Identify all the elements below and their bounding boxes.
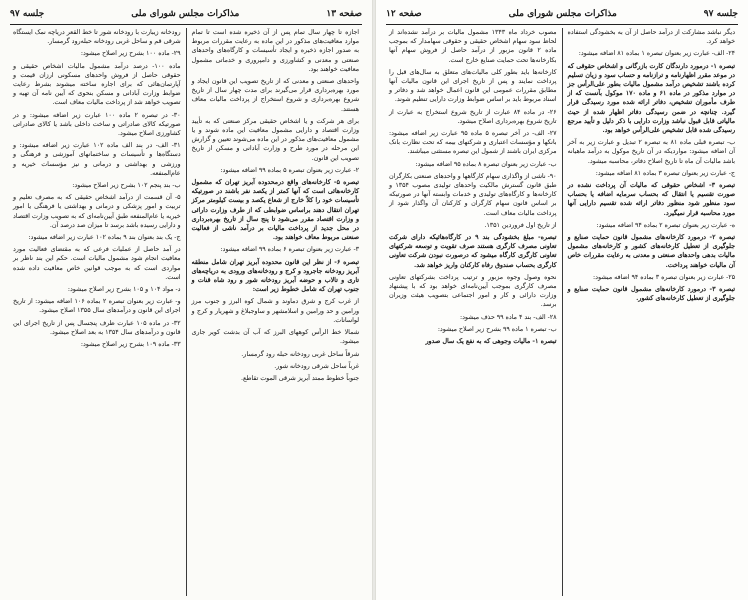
paragraph: ب- تبصره ۱ ماده ۹۹ بشرح زیر اصلاح میشود:: [437, 325, 557, 333]
paragraph: غرباً ساحل شرقی رودخانه شور.: [274, 362, 359, 370]
left-page-column-right: [187, 28, 365, 596]
paragraph: جنوباً خطوط ممتد آبریز شرقی الموت تقاطع.: [240, 374, 359, 382]
paragraph: د- مواد ۱۰۴ و ۱۰۵ بشرح زیر اصلاح میشود:: [67, 286, 181, 294]
column-divider: [186, 28, 187, 596]
paragraph: ۳- عبارت زیر بعنوان تبصره ۶ بماده ۹۹ اضافه میشود:: [220, 246, 359, 254]
paragraph: ۹۰- ناشی از واگذاری سهام کارگاهها و واحدهای صنعتی بکارگران طبق قانون گسترش مالکیت واحدهای تولیدی مصوب ۱۳۵۴ و کارخانه‌ها و کارگاه‌های تولیدی و خدمات وابسته آنها در صورتیکه بر اساس قانون سهام کارگران و کارکنان آن واگذار شود از پرداخت مالیات معاف است.: [389, 172, 557, 217]
note-paragraph: تبصره ۱- درمورد دارندگان کارت بازرگانی و اشخاص حقوقی که در موعد مقرر اظهارنامه و ترازنامه و حساب سود و زیان تسلیم کرده باشند تشخیص درآمد مشمول مالیات بطور علی‌الرأس جز در موارد مذکور در ماده ۶۱ و ماده ۱۷۰ موکول بآنست که از طرف مأموران تشخیص، دفاتر ارائه شده مورد رسیدگی قرار گیرد. چنانچه در ضمن رسیدگی دفاتر اظهار شده از حیث مالیاتی قابل قبول نباشد وزارت دارایی با ذکر دلیل و تأیید مرجع رسیدگی شده قابل تشخیص علی‌الرأس خواهد بود.: [567, 62, 736, 135]
note-paragraph: تبصره ۳- درمورد کارخانه‌های مشمول قانون حمایت صنایع و جلوگیری از تعطیل کارخانه‌های کشور.: [567, 286, 735, 303]
paragraph: ج- یک بند بعنوان بند ۹ بماده ۱۰۲ عبارت زیر اضافه میشود:: [28, 234, 181, 242]
paragraph: و- عبارت زیر بعنوان تبصره ۲ بماده ۱۰۶ اضافه میشود: از تاریخ اجرای این قانون و درآمدهای سال ۱۳۵۵ اصلاح میشود.: [13, 298, 181, 315]
paragraph: ج- عبارت زیر بعنوان تبصره ۳ بماده ۸۱ اضافه میشود:: [595, 169, 735, 177]
paragraph: ۲- عبارت زیر بعنوان تبصره ۵ بماده ۹۹ اضافه میشود:: [220, 166, 359, 174]
journal-title: مذاکرات مجلس شورای ملی: [508, 9, 617, 19]
right-page-column-right: [563, 28, 741, 596]
left-page-column-left: [8, 28, 186, 596]
paragraph: واحدهای صنعتی و معدنی که از تاریخ تصویب این قانون ایجاد و مورد بهره‌برداری قرار می‌گیرند برای مدت چهار سال از تاریخ شروع بهره‌برداری و شروع استخراج از پرداخت مالیات معاف هستند.: [191, 78, 359, 113]
paragraph: ماده ۱۰۰- درصد درآمد مشمول مالیات اشخاص حقیقی و حقوقی حاصل از فروش واحدهای مسکونی ارزان قیمت و آپارتمان‌هائی که برای اجاره ساخته میشوند بشرط رعایت ضوابط وزارت آبادانی و مسکن بنحوی که آیین نامه آن تهیه و تصویب خواهد شد از پرداخت مالیات معاف است.: [13, 62, 181, 107]
paragraph: ب- تبصره قبلی ماده ۸۱ به تبصره ۲ تبدیل و عبارت زیر به آخر آن اضافه میشود: مواردیکه در آن تاریخ موکول به درآمد ماهیانه باشد مالیات آن ماه تا تاریخ اصلاح دفاتر، محاسبه میشود.: [567, 139, 735, 165]
paragraph: ۲۴- الف- عبارت زیر بعنوان تبصره ۱ بماده ۸۱ اضافه میشود:: [578, 50, 735, 58]
paragraph: ۲۵- عبارت زیر بعنوان تبصره ۳ بماده ۹۴ اضافه میشود:: [593, 273, 735, 281]
paragraph: ۲۶- در ماده ۸۴ عبارت از تاریخ شروع استخراج به عبارت از تاریخ شروع بهره‌برداری اصلاح میشود.: [389, 108, 557, 125]
paragraph: مصوب خرداد ماه ۱۳۴۳ مشمول مالیات بر درآمد نشده‌اند از لحاظ سود سهام اشخاص حقیقی و حقوقی سهامدار که بموجب ماده ۲ قانون مزبور از درآمد حاصل از فروش سهام آنها بکارخانه‌ها تحت حمایت صنایع خارج است.: [389, 29, 557, 64]
left-page: [0, 0, 372, 600]
paragraph: در آمد حاصل از عملیات فرعی که به مقتضای فعالیت مورد معافیت انجام شود مشمول مالیات است. حکم این بند ناظر بر مواردی است که به موجب قوانین خاص معافیت داده شده است.: [13, 246, 181, 281]
note-paragraph: تبصره ۳- اشخاص حقوقی که مالیات آن پرداخت نشده در صورت تقسیم یا انتقال که بحساب سرمایه اضافه یا بحساب سود منظور شود منظور دفاتر ارائه شده تقسیم دارایی آنها مورد محاسبه قرار نمیگیرد.: [567, 182, 735, 217]
paragraph: شرقاً ساحل غربی رودخانه حبله رود گرمسار.: [241, 350, 359, 358]
note-paragraph: تبصره ۱- مالیات وجوهی که به نفع یک سال صدور: [425, 338, 557, 346]
paragraph: ۳۲- در ماده ۱۰۵ عبارت ظرف پنجسال پس از تاریخ اجرای این قانون و درآمد‌های سال ۱۳۵۴ به بعد اصلاح میشود.: [13, 319, 181, 336]
paragraph: اجازه تا چهار سال تمام پس از آن ذخیره شده است تا تمام موارد معافیت‌های مذکور در این ماده به رعایت مقررات مربوط به صدور اجازه ذخیره و ایجاد تأسیسات و کارگاه‌های واحدهای صنعتی و معدنی و کشاورزی و دامپروری و خدماتی مشمول معافیت خواهند بود.: [191, 29, 359, 73]
paragraph: ب- بند پنجم ۱۰۲ بشرح زیر اصلاح میشود:: [72, 182, 181, 190]
note-paragraph: تبصره ۲- درمورد کارخانه‌های مشمول قانون حمایت صنایع و جلوگیری از تعطیل کارخانه‌های کشور و کارخانه‌های مشمول مالیات بدهی واحدهای صنعتی و معدنی به رعایت مقررات خاص آن مالیات خواهند پرداخت.: [567, 234, 735, 269]
paragraph: ۲۷- الف- در آخر تبصره ۵ ماده ۹۵ عبارت زیر اضافه میشود: بانکها و مؤسسات اعتباری و شرکتهای بیمه که تحت نظارت بانک مرکزی ایران باشند از شمول این تبصره مستثنی میباشند.: [389, 130, 557, 156]
journal-title: مذاکرات مجلس شورای ملی: [131, 9, 240, 19]
paragraph: ۳۰- در تبصره ۲ ماده ۱۰۰ عبارت زیر اضافه میشود: و در صورتیکه کالای صادراتی و ساخت داخلی باشد یا کالای صادراتی کشاورزی اصلاح میشود.: [13, 111, 181, 138]
paragraph: ه- عبارت زیر بعنوان تبصره ۲ بماده ۹۴ اضافه میشود:: [596, 221, 735, 229]
paragraph: دیگر نباشد مشارکت از درآمد حاصل از آن به بخشودگی استفاده خواهد کرد.: [567, 29, 735, 46]
right-page-columns: [384, 28, 740, 596]
paragraph: از تاریخ اول فروردین ۱۳۵۱.: [484, 221, 557, 229]
note-paragraph: تبصره ۵- کارخانه‌های واقع درمحدوده آبریز تهران که مشمول کارخانه‌هائی است که آنها کمتر از یکصد نفر باشند در صورتیکه تأسیسات خود را کلاً خارج از شعاع یکصد و بیست کیلومتر مرکز تهران انتقال دهند براساس ضوابطی که از طرف وزارت دارائی و وزارت اقتصاد مقرر می‌شود تا پنج سال از تاریخ بهره‌برداری در محل جدید از پرداخت مالیات بر درآمد ناشی از فعالیت صنعتی مربوط معاف خواهند بود.: [191, 179, 359, 242]
note-paragraph: تبصره ۶- از نظر این قانون محدوده آبریز تهران شامل منطقه آبریز رودخانه جاجرود و کرج و رودخانه‌های ورودی به دریاچه‌های تاری و تالاب و حوضه آبریز رودخانه شور و رود شاه قنات و جنوب تهران که شامل خطوط زیر است:: [191, 258, 359, 294]
paragraph: نحوه وصول وجوه مزبور و ترتیب پرداخت بشرکتهای تعاونی مصرف کارگری بموجب آیین‌نامه‌ای خواهد بود که با پیشنهاد وزارت دارائی و کار و امور اجتماعی بتصویب هیئت وزیران برسد.: [389, 273, 557, 309]
left-page-columns: [8, 28, 364, 596]
paragraph: شمالا خط الرأس کوههای البرز که آب آن بدشت کویر جاری میشود.: [191, 329, 359, 346]
session-number: جلسه ۹۷: [10, 9, 45, 19]
right-page-column-left: [384, 28, 562, 596]
paragraph: ۵- آن قسمت از درآمد اشخاص حقیقی که به مصرف تعلیم و تربیت و امور پزشکی و درمانی و بهداشتی یا فرهنگی یا امور خیریه یا عام‌المنفعه طبق آیین‌نامه‌ای که به تصویب وزارت اقتصاد و دارایی رسیده باشد برسد تا میزان صد درصد آن.: [13, 194, 181, 229]
paragraph: ۲۸- الف- بند ۴ ماده ۹۹ حذف میشود:: [459, 313, 557, 321]
paragraph: برای هر شرکت و یا اشخاص حقیقی مرکز صنعتی که به تأیید وزارت اقتصاد و دارایی مشمول معافیت این ماده شوند و یا مشمول معافیت‌های مذکور در این ماده می‌شوند تعیین و گزارش این مرحله در مورد طرح و وزارت آبادانی و مسکن از تاریخ تصویب این قانون.: [191, 117, 359, 162]
note-paragraph: تبصره- مبلغ بخشودگی بند ۹ در کارگاه‌هائیکه دارای شرکت تعاونی مصرف کارگری هستند صرف تقویت و توسعه شرکتهای تعاونی کارگری کارگاه میشود که درصورت نبودن شرکت تعاونی کارگری بحساب صندوق رفاه کارکنان واریز خواهد شد.: [389, 234, 557, 269]
column-divider: [562, 28, 563, 596]
page-number: صفحه ۱۳: [326, 9, 362, 19]
right-page-header: [386, 6, 738, 25]
left-page-header: [10, 6, 362, 25]
paragraph: ۳۳- ماده ۱۰۹ بشرح زیر اصلاح میشود:: [80, 341, 181, 349]
right-page: [376, 0, 748, 600]
page-number: صفحه ۱۲: [386, 9, 422, 19]
paragraph: ب- عبارت زیر بعنوان تبصره ۸ بماده ۹۵ اضافه میشود:: [415, 160, 557, 168]
paragraph: کارخانه‌ها باید بطور کلی مالیات‌های متعلق به سال‌های قبل را پرداخت نمایند و پس از تاریخ اجرای این قانون مالیات آنها مطابق مقررات عمومی این قانون اعمال خواهد شد و دفاتر و اسناد مربوط باید بر اساس ضوابط وزارت دارایی تنظیم شوند.: [389, 68, 557, 104]
paragraph: رودخانه زیبارت با رودخانه شور تا خط القعر دریاچه نمک ایستگاه شرقی قم و ساحل غربی رودخانه حبله‌رود گرمسار.: [13, 29, 181, 46]
paragraph: ۳۱- الف- در بند الف ماده ۱۰۲ عبارت زیر اضافه میشود: و دستگاه‌ها و تأسیسات و ساختمانهای آموزشی و فرهنگی و ورزشی و بهداشتی و درمانی و نیز مؤسسات خیریه و عام‌المنفعه.: [13, 142, 181, 177]
session-number: جلسه ۹۷: [703, 9, 738, 19]
paragraph: از غرب کرج و شرق دماوند و شمال کوه البرز و جنوب مرز ورامین و حد ورامین و اسلامشهر و ساوجبلاغ و شهریار و کرج و لواسانات.: [191, 298, 359, 324]
paragraph: ۲۹- ماده ۱۰۰ بشرح زیر اصلاح میشود:: [80, 50, 181, 58]
